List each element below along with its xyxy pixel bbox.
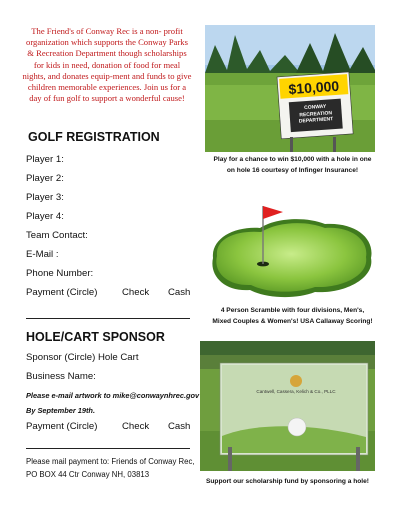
registration-title: GOLF REGISTRATION: [28, 130, 160, 144]
sponsor-caption: Support our scholarship fund by sponsoring a hole!: [205, 478, 369, 485]
scramble-caption: [200, 306, 385, 327]
phone-number-label: Phone Number:: [26, 268, 94, 279]
prize-amount-text: $10,000: [288, 77, 340, 98]
divider-line: [26, 318, 190, 319]
scramble-caption-line-2: Mixed Couples & Women's! USA Callaway Scoring!: [212, 317, 373, 325]
payment-label: Payment (Circle): [26, 287, 98, 298]
sponsor-sign-text: Cantwell, Cassera, Kelich & Co., PLLC: [256, 389, 336, 394]
sponsor-sign-art: [200, 341, 375, 471]
payment-option-cash: Cash: [168, 287, 191, 298]
golf-green-illustration: [205, 198, 377, 300]
intro-paragraph: The Friend's of Conway Rec is a non- profit organization which supports the Conway Parks & Recreation Department though scholarships for kids in need, donation of food for meal nights, and donates equip-ment and funds to give children memorable experiences. Join us for a day of fun golf to support a wonderful cause!: [22, 26, 192, 104]
hole-in-one-caption-line-1: Play for a chance to win $10,000 with a hole in one: [213, 156, 372, 163]
hole-in-one-caption-line-2: on hole 16 courtesy of Infinger Insurance!: [226, 166, 359, 174]
sponsor-sign-photo: [200, 341, 375, 471]
golf-green-art: [205, 198, 377, 300]
hole-in-one-caption: [200, 155, 385, 176]
mail-line-2: PO BOX 44 Ctr Conway NH, 03813: [26, 469, 150, 479]
sponsor-title: HOLE/CART SPONSOR: [26, 330, 165, 344]
mail-instructions: [26, 456, 195, 481]
scramble-caption-line-1: 4 Person Scramble with four divisions, Men's,: [220, 307, 365, 314]
business-name-label: Business Name:: [26, 371, 96, 382]
player-2-label: Player 2:: [26, 173, 64, 184]
sponsor-payment-row: [26, 421, 190, 433]
player-3-label: Player 3:: [26, 192, 64, 203]
team-contact-label: Team Contact:: [26, 230, 88, 241]
player-4-label: Player 4:: [26, 211, 64, 222]
email-label: E-Mail :: [26, 249, 59, 260]
payment-option-check: Check: [122, 287, 150, 298]
registration-payment-row: [26, 287, 190, 299]
hole-in-one-sign-photo: [205, 25, 375, 152]
player-1-label: Player 1:: [26, 154, 64, 165]
artwork-deadline-note: By September 19th.: [26, 406, 96, 415]
recreation-sign-text: CONWAY RECREATION DEPARTMENT: [298, 103, 334, 125]
sponsor-type-label: Sponsor (Circle) Hole Cart: [26, 352, 139, 363]
artwork-email-note: Please e-mail artwork to mike@conwaynhrec.gov: [26, 391, 200, 400]
divider-line: [26, 448, 190, 449]
payment-label: Payment (Circle): [26, 421, 98, 432]
mail-line-1: Please mail payment to: Friends of Conway Rec,: [26, 457, 195, 466]
hole-in-one-photo-art: [205, 25, 375, 152]
payment-option-cash: Cash: [168, 421, 191, 432]
payment-option-check: Check: [122, 421, 150, 432]
